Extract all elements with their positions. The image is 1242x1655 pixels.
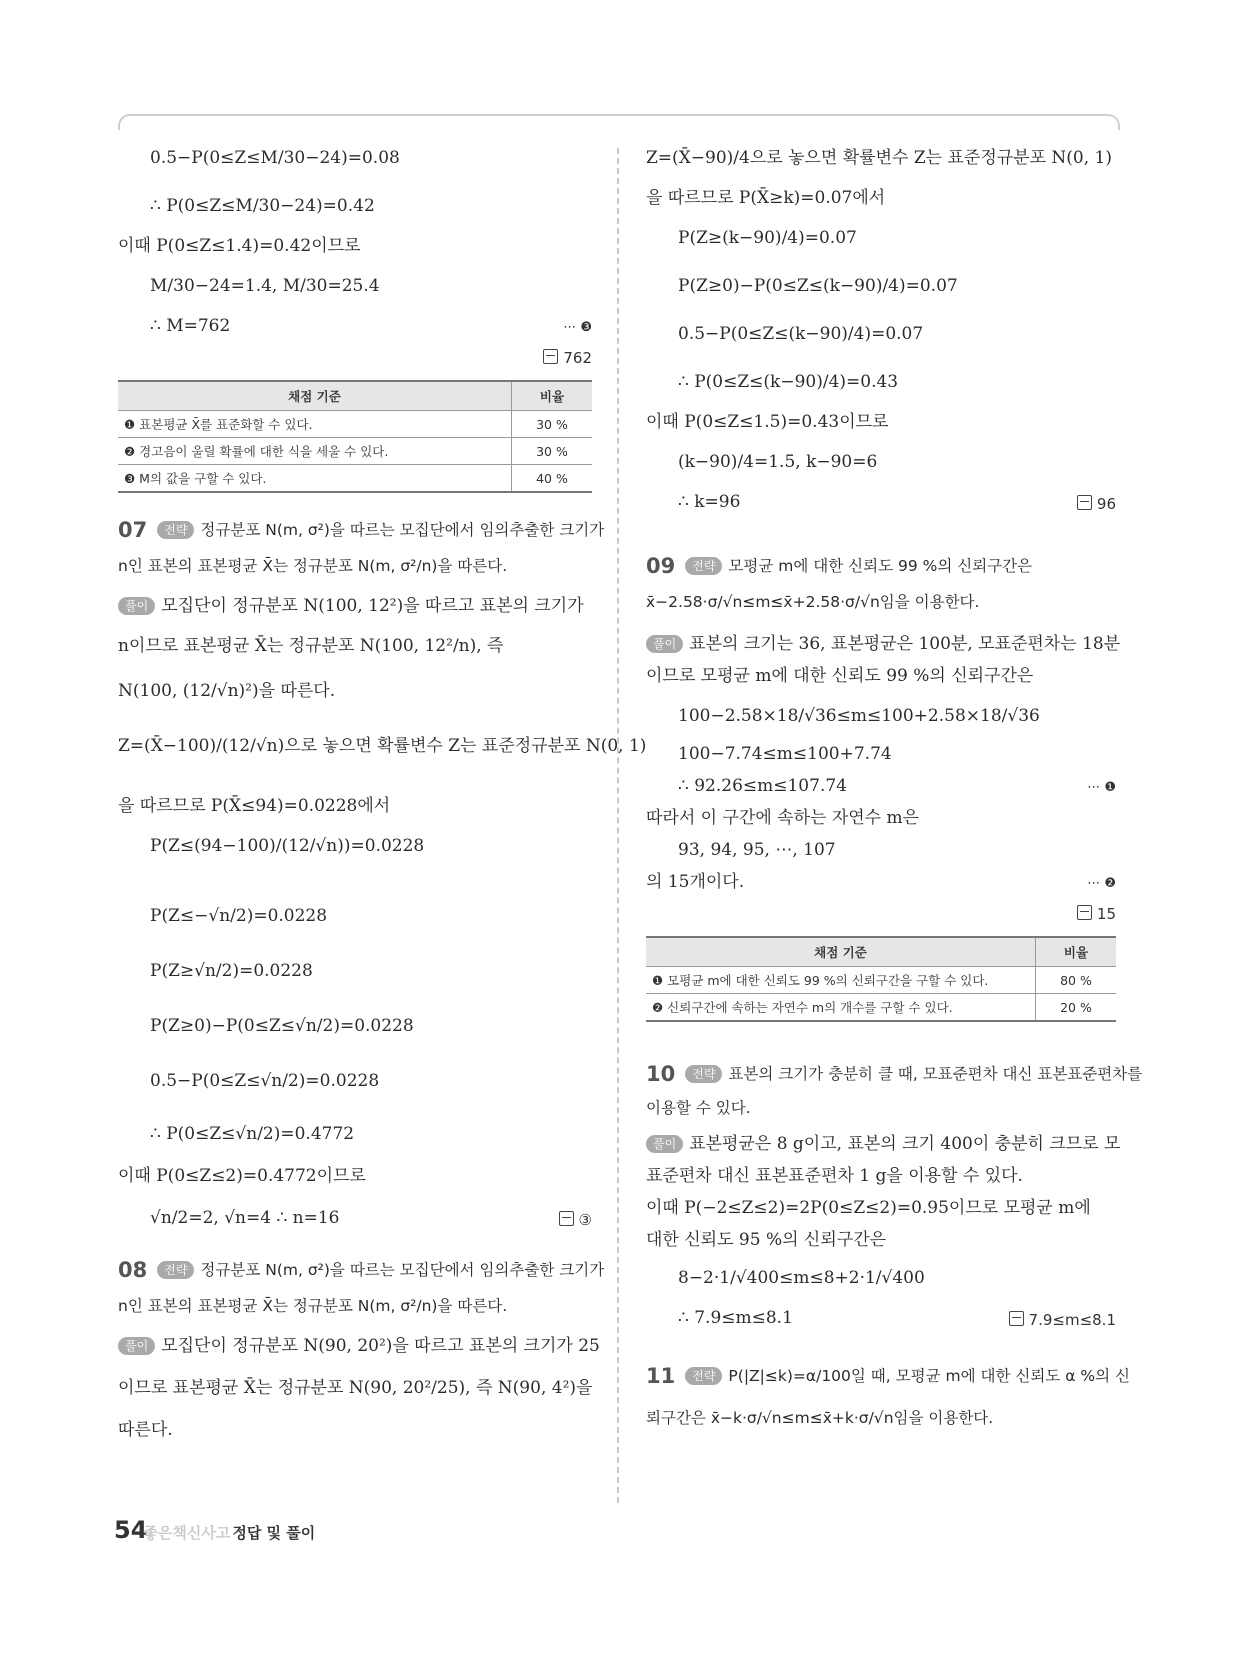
solution-line: 이때 P(0≤Z≤1.5)=0.43이므로: [646, 412, 889, 432]
strategy-line: n인 표본의 표본평균 X̄는 정규분포 N(m, σ²/n)을 따른다.: [118, 557, 508, 575]
problem-09-strategy: 09 전략 모평균 m에 대한 신뢰도 99 %의 신뢰구간은: [646, 554, 1033, 578]
table-row: ❷ 신뢰구간에 속하는 자연수 m의 개수를 구할 수 있다. 20 %: [646, 994, 1116, 1022]
solution-line: Z=(X̄−90)/4으로 놓으면 확률변수 Z는 표준정규분포 N(0, 1): [646, 148, 1113, 168]
answer-icon: [1077, 495, 1092, 510]
equation: ∴ 7.9≤m≤8.1: [678, 1308, 793, 1328]
equation: P(Z≤−√n/2)=0.0228: [150, 906, 328, 926]
table-header: 채점 기준: [646, 937, 1036, 967]
solution-line: N(100, (12/√n)²)을 따른다.: [118, 681, 336, 701]
step-marker: ⋯ ❶: [1087, 780, 1116, 795]
table-header: 비율: [1036, 937, 1117, 967]
solution-line: 이므로 표본평균 X̄는 정규분포 N(90, 20²/25), 즉 N(90, 4²)을: [118, 1378, 593, 1398]
step-marker: ⋯ ❸: [563, 320, 592, 335]
solution-line: 을 따르므로 P(X̄≤94)=0.0228에서: [118, 796, 391, 816]
answer: ③: [559, 1209, 592, 1231]
problem-07-strategy: 07 전략 정규분포 N(m, σ²)을 따르는 모집단에서 임의추출한 크기가: [118, 518, 605, 542]
equation: ∴ P(0≤Z≤(k−90)/4)=0.43: [678, 372, 899, 392]
table-header: 채점 기준: [118, 381, 512, 411]
solution-line: 이때 P(−2≤Z≤2)=2P(0≤Z≤2)=0.95이므로 모평균 m에: [646, 1198, 1091, 1218]
solution-line: 풀이 표본평균은 8 g이고, 표본의 크기 400이 충분히 크므로 모: [646, 1133, 1120, 1155]
strategy-line: 뢰구간은 x̄−k·σ/√n≤m≤x̄+k·σ/√n임을 이용한다.: [646, 1409, 994, 1427]
equation: ∴ P(0≤Z≤√n/2)=0.4772: [150, 1124, 355, 1144]
solution-line: Z=(X̄−100)/(12/√n)으로 놓으면 확률변수 Z는 표준정규분포 N(0, 1): [118, 736, 647, 756]
strategy-line: n인 표본의 표본평균 X̄는 정규분포 N(m, σ²/n)을 따른다.: [118, 1297, 508, 1315]
equation: ∴ 92.26≤m≤107.74: [678, 776, 847, 796]
problem-10-strategy: 10 전략 표본의 크기가 충분히 클 때, 모표준편차 대신 표본표준편차를: [646, 1062, 1143, 1086]
calc-line: 0.5−P(0≤Z≤M/30−24)=0.08: [150, 148, 400, 168]
answer-icon: [1009, 1311, 1024, 1326]
scoring-table: [646, 936, 1116, 1022]
equation: ∴ k=96: [678, 492, 741, 512]
calc-line: ∴ P(0≤Z≤M/30−24)=0.42: [150, 196, 375, 216]
equation: √n/2=2, √n=4 ∴ n=16: [150, 1208, 340, 1228]
problem-11-strategy: 11 전략 P(|Z|≤k)=α/100일 때, 모평균 m에 대한 신뢰도 α %의 신: [646, 1364, 1130, 1388]
solution-line: 을 따르므로 P(X̄≥k)=0.07에서: [646, 188, 886, 208]
scoring-table: [118, 380, 592, 493]
calc-line: 이때 P(0≤Z≤1.4)=0.42이므로: [118, 236, 361, 256]
table-row: ❶ 표본평균 X̄를 표준화할 수 있다. 30 %: [118, 411, 592, 438]
page-number: 54: [114, 1516, 148, 1544]
solution-line: 이므로 모평균 m에 대한 신뢰도 99 %의 신뢰구간은: [646, 666, 1034, 686]
top-frame: [118, 114, 1120, 130]
equation: 100−7.74≤m≤100+7.74: [678, 744, 892, 764]
page-footer: [114, 1516, 315, 1544]
answer-icon: [559, 1211, 574, 1226]
solution-line: 표준편차 대신 표본표준편차 1 g을 이용할 수 있다.: [646, 1166, 1023, 1186]
step-marker: ⋯ ❷: [1087, 876, 1116, 891]
equation: 0.5−P(0≤Z≤(k−90)/4)=0.07: [678, 324, 924, 344]
table-row: ❸ M의 값을 구할 수 있다. 40 %: [118, 465, 592, 493]
answer: 762: [543, 347, 592, 369]
answer-icon: [1077, 905, 1092, 920]
equation: P(Z≤(94−100)/(12/√n))=0.0228: [150, 836, 425, 856]
calc-line: M/30−24=1.4, M/30=25.4: [150, 276, 380, 296]
solution-line: 의 15개이다.: [646, 872, 745, 892]
brand-logo: 좋은책신사고: [143, 1524, 231, 1542]
solution-line: 풀이 표본의 크기는 36, 표본평균은 100분, 모표준편차는 18분: [646, 633, 1120, 655]
equation: 0.5−P(0≤Z≤√n/2)=0.0228: [150, 1071, 380, 1091]
calc-line: ∴ M=762: [150, 316, 231, 336]
equation: P(Z≥0)−P(0≤Z≤√n/2)=0.0228: [150, 1016, 414, 1036]
answer: 7.9≤m≤8.1: [1009, 1309, 1116, 1331]
solution-line: 이때 P(0≤Z≤2)=0.4772이므로: [118, 1166, 366, 1186]
table-row: ❷ 경고음이 울릴 확률에 대한 식을 세울 수 있다. 30 %: [118, 438, 592, 465]
solution-line: 따라서 이 구간에 속하는 자연수 m은: [646, 808, 920, 828]
answer: 96: [1077, 493, 1116, 515]
answer: 15: [1077, 903, 1116, 925]
equation: P(Z≥(k−90)/4)=0.07: [678, 228, 857, 248]
table-row: ❶ 모평균 m에 대한 신뢰도 99 %의 신뢰구간을 구할 수 있다. 80 %: [646, 967, 1116, 994]
strategy-line: x̄−2.58·σ/√n≤m≤x̄+2.58·σ/√n임을 이용한다.: [646, 593, 980, 611]
equation: P(Z≥0)−P(0≤Z≤(k−90)/4)=0.07: [678, 276, 958, 296]
answer-icon: [543, 349, 558, 364]
equation: 93, 94, 95, ⋯, 107: [678, 840, 836, 860]
solution-line: 풀이 모집단이 정규분포 N(100, 12²)을 따르고 표본의 크기가: [118, 595, 584, 617]
table-header: 비율: [512, 381, 593, 411]
equation: 100−2.58×18/√36≤m≤100+2.58×18/√36: [678, 706, 1040, 726]
solution-line: 따른다.: [118, 1420, 173, 1440]
column-divider: [617, 148, 619, 1503]
strategy-line: 이용할 수 있다.: [646, 1099, 751, 1117]
solution-line: n이므로 표본평균 X̄는 정규분포 N(100, 12²/n), 즉: [118, 636, 504, 656]
equation: P(Z≥√n/2)=0.0228: [150, 961, 313, 981]
equation: (k−90)/4=1.5, k−90=6: [678, 452, 878, 472]
footer-title: 정답 및 풀이: [232, 1524, 316, 1542]
equation: 8−2·1/√400≤m≤8+2·1/√400: [678, 1268, 925, 1288]
solution-line: 풀이 모집단이 정규분포 N(90, 20²)을 따르고 표본의 크기가 25: [118, 1335, 600, 1357]
solution-line: 대한 신뢰도 95 %의 신뢰구간은: [646, 1230, 887, 1250]
problem-08-strategy: 08 전략 정규분포 N(m, σ²)을 따르는 모집단에서 임의추출한 크기가: [118, 1258, 605, 1282]
